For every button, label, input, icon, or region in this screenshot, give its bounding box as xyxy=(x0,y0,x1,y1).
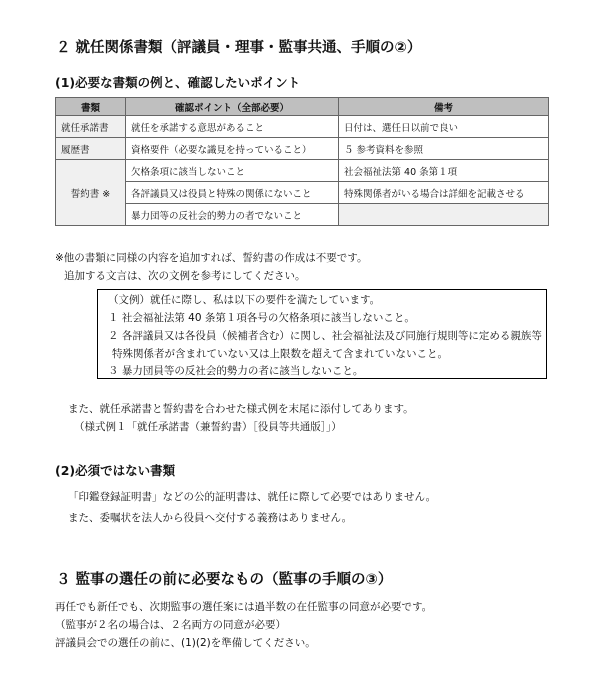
col-header-point: 確認ポイント（全部必要） xyxy=(126,98,339,116)
section3-line3: 評議員会での選任の前に、(1)(2)を準備してください。 xyxy=(55,637,316,649)
table-row xyxy=(56,204,549,226)
example-line: （文例）就任に際し、私は以下の要件を満たしています。 xyxy=(108,294,381,306)
point-cell: 就任を承諾する意思があること xyxy=(126,116,339,138)
note-cell: 日付は、選任日以前で良い xyxy=(339,116,549,138)
note-cell: ５ 参考資料を参照 xyxy=(339,138,549,160)
col-header-note: 備考 xyxy=(339,98,549,116)
point-cell: 暴力団等の反社会的勢力の者でないこと xyxy=(126,204,339,226)
attach-line1: また、就任承諾書と誓約書を合わせた様式例を末尾に添付してあります。 xyxy=(68,403,414,415)
attach-line2: （様式例１「就任承諾書（兼誓約書）［役員等共通版］」） xyxy=(74,421,342,433)
table-header-row xyxy=(56,98,549,116)
example-text-box xyxy=(97,289,547,379)
section3-line1: 再任でも新任でも、次期監事の選任案には過半数の在任監事の同意が必要です。 xyxy=(55,601,433,613)
example-line: 特殊関係者が含まれていない又は上限数を超えて含まれていないこと。 xyxy=(112,348,448,360)
section3-title: ３ 監事の選任の前に必要なもの（監事の手順の③） xyxy=(56,572,393,588)
sub2-line1: 「印鑑登録証明書」などの公的証明書は、就任に際して必要ではありません。 xyxy=(68,491,437,503)
sub2-line2: また、委嘱状を法人から役員へ交付する義務はありません。 xyxy=(68,512,353,524)
note-cell: 特殊関係者がいる場合は詳細を記載させる xyxy=(339,182,549,204)
example-line: ２ 各評議員又は各役員（候補者含む）に関し、社会福祉法及び同施行規則等に定める親族等 xyxy=(108,330,542,342)
oath-note-line1: ※他の書類に同様の内容を追加すれば、誓約書の作成は不要です。 xyxy=(55,252,368,264)
table-row xyxy=(56,160,549,182)
doc-cell: 履歴書 xyxy=(56,138,126,160)
table-row xyxy=(56,182,549,204)
note-cell: 社会福祉法第 40 条第１項 xyxy=(339,160,549,182)
table-row xyxy=(56,116,549,138)
note-cell-empty xyxy=(339,204,549,226)
table-row xyxy=(56,138,549,160)
requirements-table xyxy=(55,97,549,226)
point-cell: 欠格条項に該当しないこと xyxy=(126,160,339,182)
section2-title: ２ 就任関係書類（評議員・理事・監事共通、手順の②） xyxy=(56,40,422,56)
sub2-title: (2)必須ではない書類 xyxy=(55,463,176,478)
point-cell: 資格要件（必要な識見を持っていること） xyxy=(126,138,339,160)
point-cell: 各評議員又は役員と特殊の関係にないこと xyxy=(126,182,339,204)
example-line: １ 社会福祉法第 40 条第１項各号の欠格条項に該当しないこと。 xyxy=(108,312,415,324)
col-header-doc: 書類 xyxy=(56,98,126,116)
section3-line2: （監事が２名の場合は、２名両方の同意が必要） xyxy=(55,619,286,631)
example-line: ３ 暴力団員等の反社会的勢力の者に該当しないこと。 xyxy=(108,365,364,377)
sub1-title: (1)必要な書類の例と、確認したいポイント xyxy=(55,75,301,90)
doc-cell: 就任承諾書 xyxy=(56,116,126,138)
doc-cell-oath: 誓約書 ※ xyxy=(56,160,126,226)
oath-note-line2: 追加する文言は、次の文例を参考にしてください。 xyxy=(64,270,306,282)
